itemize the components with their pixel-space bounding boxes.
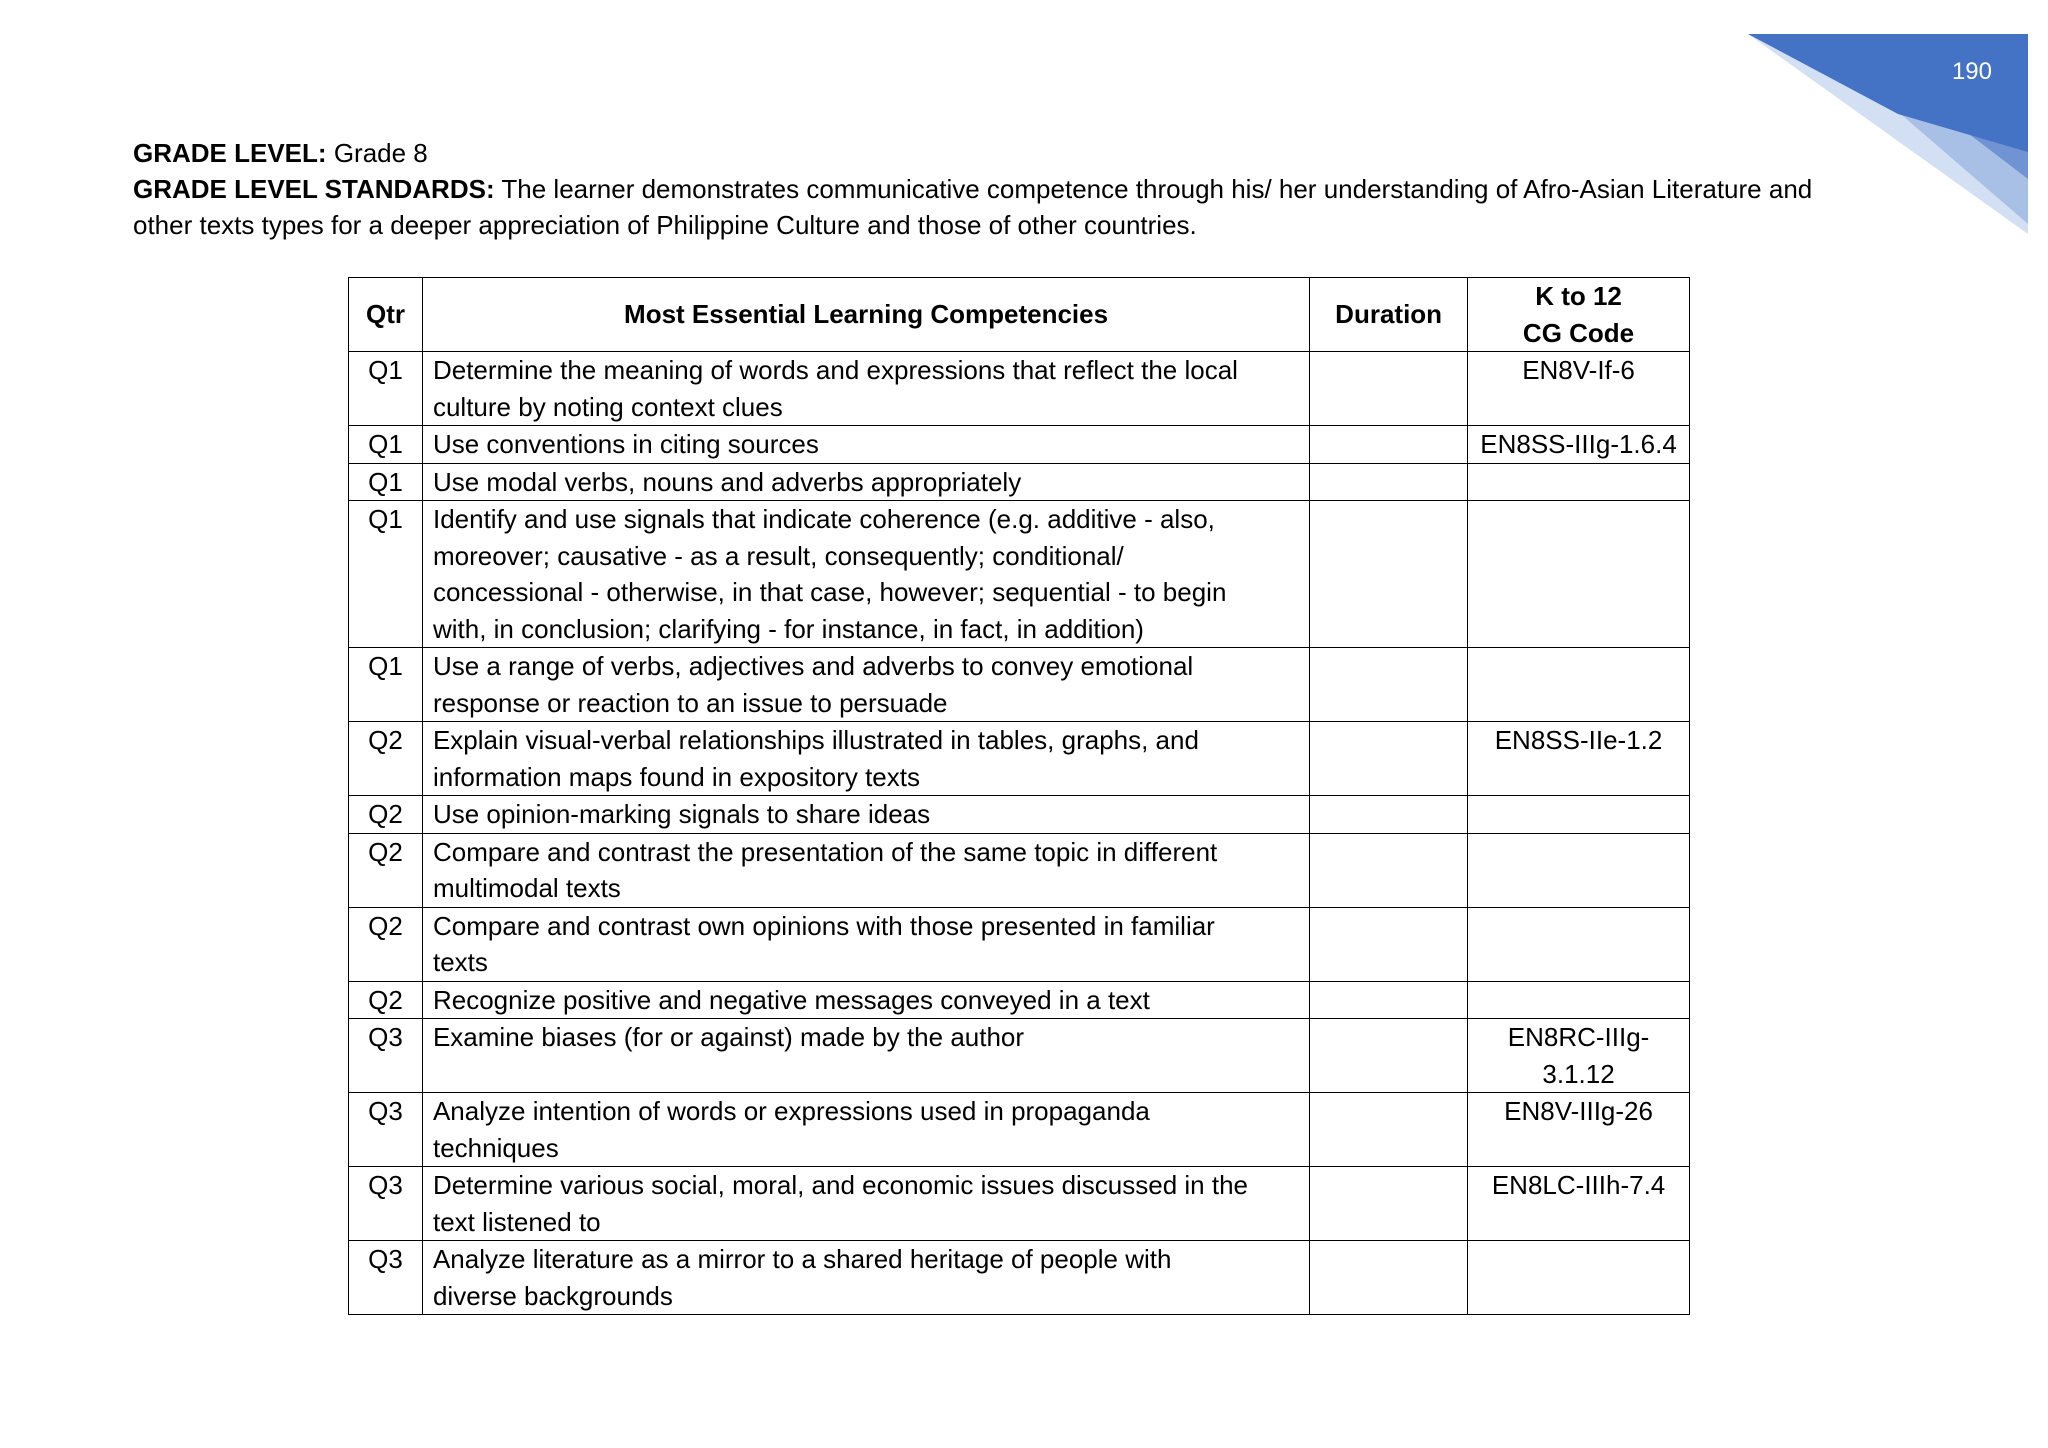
- qtr-cell: Q1: [349, 463, 423, 501]
- competency-line: Use conventions in citing sources: [432, 429, 819, 459]
- duration-cell: [1310, 501, 1468, 648]
- table-row: [349, 648, 1690, 722]
- competency-line: culture by noting context clues: [432, 391, 783, 422]
- duration-cell: [1310, 426, 1468, 464]
- table-row: [349, 833, 1690, 907]
- grade-standards-label: GRADE LEVEL STANDARDS:: [133, 174, 495, 204]
- grade-standards-line-2: [133, 207, 1893, 243]
- qtr-cell: Q2: [349, 796, 423, 834]
- cg-code-cell: [1468, 648, 1690, 722]
- competency-cell: [422, 1019, 1309, 1093]
- cg-code-cell: [1468, 1093, 1690, 1167]
- cg-code-cell: [1468, 722, 1690, 796]
- cg-code-cell: [1468, 981, 1690, 1019]
- cg-code-cell: [1468, 1167, 1690, 1241]
- competency-line: Use a range of verbs, adjectives and adverbs to convey emotional: [432, 651, 1194, 681]
- qtr-cell: Q3: [349, 1019, 423, 1093]
- qtr-cell: Q2: [349, 722, 423, 796]
- competency-line: text listened to: [432, 1206, 601, 1237]
- grade-level-line: [133, 135, 1893, 171]
- competency-line: Determine various social, moral, and economic issues discussed in the: [432, 1170, 1249, 1200]
- table-header-row: [349, 278, 1690, 352]
- competency-cell: [422, 1167, 1309, 1241]
- competency-line: texts: [432, 947, 488, 977]
- cg-code-cell: [1468, 501, 1690, 648]
- competency-line: information maps found in expository texts: [432, 761, 920, 792]
- qtr-cell: Q1: [349, 352, 423, 426]
- duration-cell: [1310, 463, 1468, 501]
- duration-cell: [1310, 796, 1468, 834]
- competency-line: multimodal texts: [432, 873, 621, 903]
- qtr-cell: Q1: [349, 648, 423, 722]
- table-row: [349, 501, 1690, 648]
- header-cg-code-line1: K to 12: [1535, 281, 1622, 311]
- competency-cell: [422, 352, 1309, 426]
- cg-code-line: EN8SS-IIIg-1.6.4: [1480, 429, 1677, 459]
- qtr-cell: Q1: [349, 501, 423, 648]
- duration-cell: [1310, 833, 1468, 907]
- competency-line: moreover; causative - as a result, consequently; conditional/: [432, 540, 1124, 571]
- cg-code-cell: [1468, 907, 1690, 981]
- competency-cell: [422, 1093, 1309, 1167]
- competency-line: Use modal verbs, nouns and adverbs appropriately: [432, 466, 1022, 497]
- qtr-cell: Q1: [349, 426, 423, 464]
- table-row: [349, 1167, 1690, 1241]
- competency-line: Analyze intention of words or expressions used in propaganda: [432, 1096, 1150, 1126]
- cg-code-line: EN8V-If-6: [1522, 355, 1635, 385]
- duration-cell: [1310, 648, 1468, 722]
- grade-standards-line: [133, 171, 1893, 207]
- header-duration: Duration: [1310, 278, 1468, 352]
- table-row: [349, 1093, 1690, 1167]
- competency-line: techniques: [432, 1132, 559, 1163]
- qtr-cell: Q3: [349, 1167, 423, 1241]
- competency-line: diverse backgrounds: [432, 1280, 673, 1311]
- competency-cell: [422, 501, 1309, 648]
- cg-code-cell: [1468, 463, 1690, 501]
- duration-cell: [1310, 1093, 1468, 1167]
- duration-cell: [1310, 1241, 1468, 1315]
- competency-cell: [422, 722, 1309, 796]
- cg-code-line: EN8SS-IIe-1.2: [1494, 725, 1663, 755]
- header-block: [133, 135, 1893, 243]
- cg-code-cell: [1468, 796, 1690, 834]
- table-row: [349, 1241, 1690, 1315]
- duration-cell: [1310, 352, 1468, 426]
- duration-cell: [1310, 981, 1468, 1019]
- competency-line: with, in conclusion; clarifying - for instance, in fact, in addition): [432, 613, 1144, 644]
- cg-code-line: 3.1.12: [1542, 1058, 1615, 1089]
- table-row: [349, 981, 1690, 1019]
- cg-code-cell: [1468, 833, 1690, 907]
- competency-cell: [422, 981, 1309, 1019]
- cg-code-cell: [1468, 426, 1690, 464]
- competency-line: Examine biases (for or against) made by the author: [432, 1022, 1025, 1052]
- cg-code-cell: [1468, 352, 1690, 426]
- table-row: [349, 463, 1690, 501]
- competency-cell: [422, 796, 1309, 834]
- table-row: [349, 907, 1690, 981]
- table-row: [349, 1019, 1690, 1093]
- competency-line: Identify and use signals that indicate coherence (e.g. additive - also,: [432, 504, 1215, 534]
- qtr-cell: Q2: [349, 981, 423, 1019]
- competency-line: concessional - otherwise, in that case, however; sequential - to begin: [432, 577, 1227, 607]
- cg-code-line: EN8RC-IIIg-: [1507, 1022, 1650, 1052]
- table-row: [349, 426, 1690, 464]
- competency-line: Recognize positive and negative messages conveyed in a text: [432, 984, 1150, 1015]
- qtr-cell: Q3: [349, 1093, 423, 1167]
- header-competencies: Most Essential Learning Competencies: [422, 278, 1309, 352]
- header-cg-code: [1468, 278, 1690, 352]
- header-cg-code-line2: CG Code: [1522, 317, 1635, 348]
- competency-cell: [422, 463, 1309, 501]
- competency-line: response or reaction to an issue to persuade: [432, 687, 948, 718]
- duration-cell: [1310, 907, 1468, 981]
- table-row: [349, 352, 1690, 426]
- table-row: [349, 722, 1690, 796]
- cg-code-line: EN8V-IIIg-26: [1504, 1096, 1653, 1126]
- cg-code-cell: [1468, 1019, 1690, 1093]
- competency-cell: [422, 1241, 1309, 1315]
- competencies-table: [348, 277, 1690, 1315]
- competency-line: Compare and contrast the presentation of the same topic in different: [432, 836, 1218, 867]
- duration-cell: [1310, 1019, 1468, 1093]
- duration-cell: [1310, 722, 1468, 796]
- cg-code-cell: [1468, 1241, 1690, 1315]
- grade-standards-text-2: other texts types for a deeper appreciation of Philippine Culture and those of other countries.: [133, 210, 1197, 240]
- competency-line: Use opinion-marking signals to share ideas: [432, 799, 931, 829]
- table-row: [349, 796, 1690, 834]
- competency-line: Analyze literature as a mirror to a shared heritage of people with: [432, 1244, 1172, 1274]
- grade-level-value: Grade 8: [333, 138, 428, 168]
- competency-cell: [422, 907, 1309, 981]
- duration-cell: [1310, 1167, 1468, 1241]
- competency-cell: [422, 833, 1309, 907]
- header-qtr: Qtr: [349, 278, 423, 352]
- qtr-cell: Q2: [349, 833, 423, 907]
- grade-level-label: GRADE LEVEL:: [133, 138, 327, 168]
- qtr-cell: Q2: [349, 907, 423, 981]
- competency-line: Determine the meaning of words and expressions that reflect the local: [432, 355, 1238, 385]
- cg-code-line: EN8LC-IIIh-7.4: [1491, 1170, 1666, 1200]
- grade-standards-text-1: The learner demonstrates communicative competence through his/ her understanding of Afro-Asian Literature and: [501, 174, 1813, 204]
- competency-line: Explain visual-verbal relationships illustrated in tables, graphs, and: [432, 725, 1199, 755]
- competency-line: Compare and contrast own opinions with those presented in familiar: [432, 910, 1215, 941]
- competency-cell: [422, 426, 1309, 464]
- qtr-cell: Q3: [349, 1241, 423, 1315]
- competency-cell: [422, 648, 1309, 722]
- page-number: 190: [1951, 58, 1992, 85]
